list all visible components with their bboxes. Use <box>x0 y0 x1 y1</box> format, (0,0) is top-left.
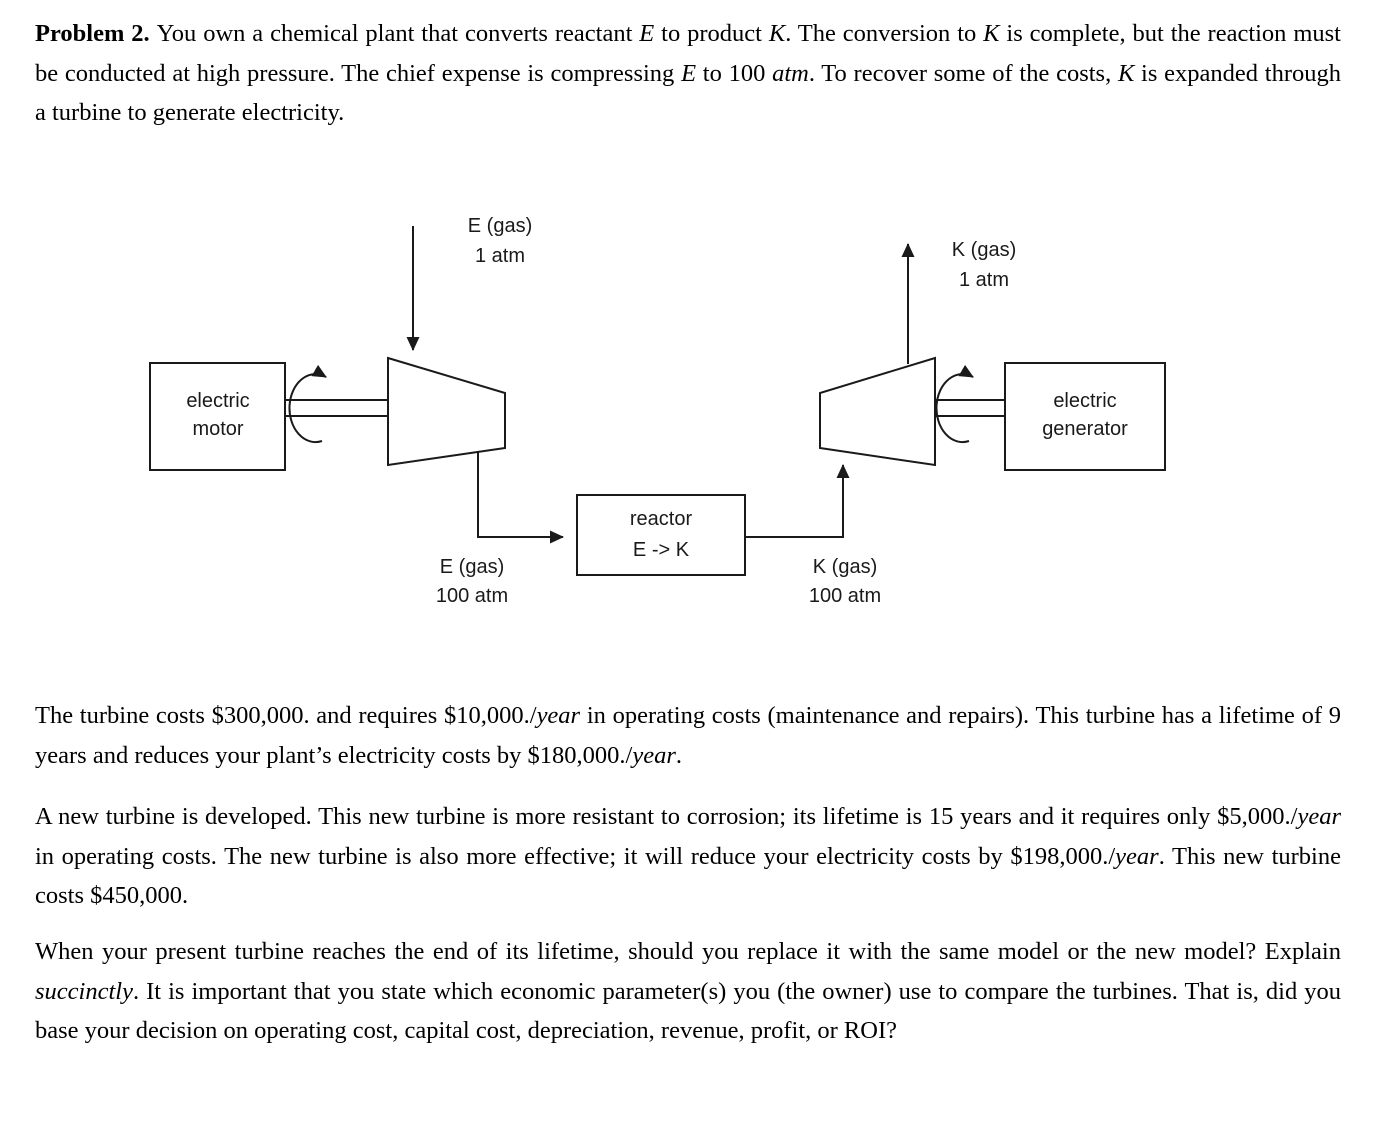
hp-product-pressure-label: 100 atm <box>808 585 882 607</box>
compressor-shape <box>388 358 505 465</box>
generator-label-line2: generator <box>1042 418 1128 440</box>
electric-motor-box <box>150 363 285 470</box>
compressor-outlet-line <box>478 451 563 537</box>
motor-label-line1: electric <box>186 390 250 412</box>
motor-rotation-arrow-icon <box>289 374 326 442</box>
problem-statement: Problem 2. You own a chemical plant that converts reactant E to product K. The conversion to K is complete, but the reaction must be conducted at high pressure. The chief expense is compressing E to 100 atm. To recover some of the costs, K is expanded through a turbine to generate electricity. <box>35 20 1341 126</box>
compressed-gas-label: E (gas) <box>439 556 505 578</box>
product-out-pressure-label: 1 atm <box>958 269 1010 291</box>
generator-label-line1: electric <box>1053 390 1117 412</box>
feed-pressure-label: 1 atm <box>474 245 526 267</box>
motor-label-line2: motor <box>192 418 244 440</box>
hp-product-gas-label: K (gas) <box>812 556 878 578</box>
question-paragraph: When your present turbine reaches the end of its lifetime, should you replace it with the same model or the new model? Explain succinctly. It is important that you state which economic parameter(s) you (the owner) use to compare the turbines. That is, did you base your decision on operating cost, capital cost, depreciation, revenue, profit, or ROI? <box>35 938 1341 1044</box>
compressed-pressure-label: 100 atm <box>435 585 509 607</box>
reactor-box <box>577 495 745 575</box>
reactor-outlet-line <box>745 465 843 537</box>
new-turbine-costs-paragraph: A new turbine is developed. This new turbine is more resistant to corrosion; its lifetime is 15 years and it requires only $5,000./year in operating costs. The new turbine is also more effective; it will reduce your electricity costs by $198,000./year. This new turbine costs $450,000. <box>35 803 1341 909</box>
reactor-label: reactor <box>629 508 693 530</box>
product-out-gas-label: K (gas) <box>951 239 1017 261</box>
reactor-reaction-label: E -> K <box>632 539 690 561</box>
feed-gas-label: E (gas) <box>467 215 533 237</box>
generator-rotation-arrow-icon <box>936 374 973 442</box>
turbine-shape <box>820 358 935 465</box>
old-turbine-costs-paragraph: The turbine costs $300,000. and requires $10,000./year in operating costs (maintenance and repairs). This turbine has a lifetime of 9 years and reduces your plant’s electricity costs by $180,000./year. <box>35 702 1341 769</box>
process-flow-diagram <box>0 200 1376 640</box>
electric-generator-box <box>1005 363 1165 470</box>
